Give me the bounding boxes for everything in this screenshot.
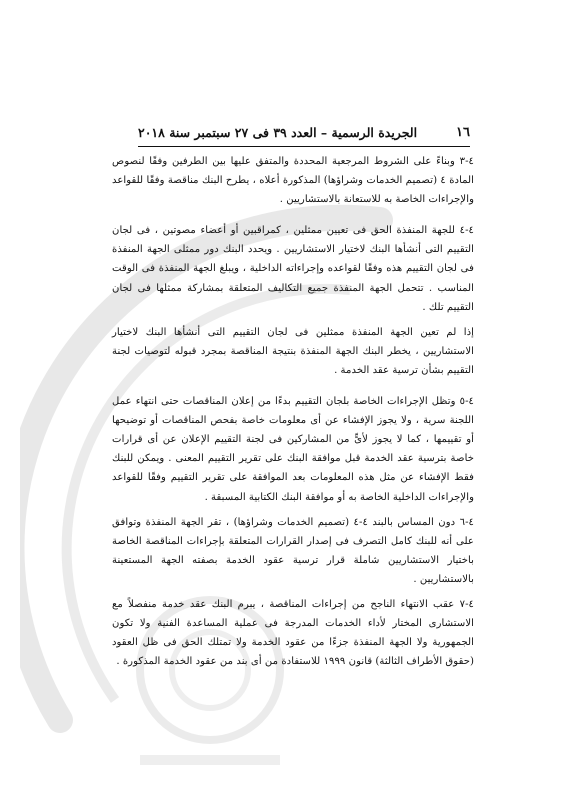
page-number: ١٦ xyxy=(456,125,470,140)
paragraph-4-6: ٤-٦ دون المساس بالبند ٤-٤ (تصميم الخدمات وشراؤها) ، تقر الجهة المنفذة وتوافق على أنه للبنك كامل التصرف فى إصدار القرارات المتعلقة بإجراءات المناقصة الخاصة باختيار الاستشاريين شاملة قرار ترسية عقود الخدمة بصفته الجهة المستعينة بالاستشاريين . xyxy=(112,516,474,585)
paragraph-4-5: ٤-٥ وتظل الإجراءات الخاصة بلجان التقييم بدءًا من إعلان المناقصات حتى انتهاء عمل اللجنة سرية ، ولا يجوز الإفشاء عن أى معلومات خاصة بفحص المناقصات أو توضيحها أو تقييمها ، كما لا يجوز لأىٍّ من المشاركين فى لجنة التقييم الإعلان عن أى قرارات خاصة بترسية عقد الخدمة قبل موافقة البنك على تقرير التقييم المعنى . ويمكن للبنك فقط الإفشاء عن مثل هذه المعلومات بعد الموافقة على تقرير التقييم وفقًا للقواعد والإجراءات الداخلية الخاصة به أو موافقة البنك الكتابية المسبقة . xyxy=(112,396,474,503)
header-divider xyxy=(138,146,470,147)
paragraph-4-4: ٤-٤ للجهة المنفذة الحق فى تعيين ممثلين ، كمراقبين أو أعضاء مصوتين ، فى لجان التقييم التى أنشأها البنك لاختيار الاستشاريين . ويحدد البنك دور ممثلى الجهة المنفذة فى لجان التقييم هذه وفقًا لقواعده وإجراءاته الداخلية ، ويبلغ الجهة المنفذة فى الوقت المناسب . تتحمل الجهة المنفذة جميع التكاليف المتعلقة بمشاركة ممثلها فى لجان التقييم تلك . xyxy=(112,225,474,313)
article-body xyxy=(112,152,474,677)
paragraph-4-4-continued: إذا لم تعين الجهة المنفذة ممثلين فى لجان التقييم التى أنشأها البنك لاختيار الاستشاريين ، يخطر البنك الجهة المنفذة بنتيجة المناقصة بمجرد قبوله لتوصيات لجنة التقييم بشأن ترسية عقد الخدمة . xyxy=(112,326,474,376)
gazette-header-title: الجريدة الرسمية – العدد ٣٩ فى ٢٧ سبتمبر سنة ٢٠١٨ xyxy=(138,125,418,140)
paragraph-4-3: ٤-٣ وبناءً على الشروط المرجعية المحددة والمتفق عليها بين الطرفين وفقًا لنصوص المادة ٤ (تصميم الخدمات وشراؤها) المذكورة أعلاه ، يطرح البنك مناقصة وفقًا للقواعد والإجراءات الخاصة به للاستعانة بالاستشاريين . xyxy=(112,156,474,206)
page-header xyxy=(138,116,470,140)
paragraph-4-7: ٤-٧ عقب الانتهاء الناجح من إجراءات المناقصة ، يبرم البنك عقد خدمة منفصلاً مع الاستشارى المختار لأداء الخدمات المدرجة فى عملية المساعدة الفنية ولا تكون الجمهورية ولا الجهة المنفذة جزءًا من عقود الخدمة ولا تمتلك الحق فى ظل العقود (حقوق الأطراف الثالثة) قانون ١٩٩٩ للاستفادة من أى بند من عقود الخدمة المذكورة . xyxy=(112,598,474,668)
